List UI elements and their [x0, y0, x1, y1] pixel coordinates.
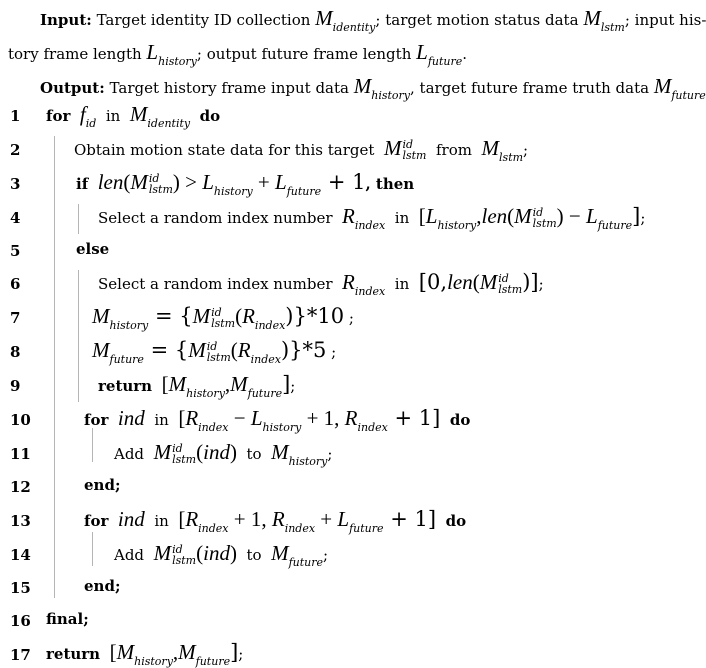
input-line-2: tory frame length $L_{history}$; output future frame length $L_{future}$. [8, 40, 468, 68]
line-number: 14 [10, 546, 31, 564]
code-line-4: Select a random index number $R_{index}$ in [$L_{history},len(M$ id lstm ) − $L_{future}$]; [98, 204, 646, 232]
code-line-9: return $[M_{history},M_{future}]$; [98, 372, 296, 400]
line-number: 16 [10, 612, 31, 630]
inner-for-guide-1 [92, 428, 93, 462]
code-line-17: return $[M_{history},M_{future}]$; [46, 640, 244, 668]
line-number: 8 [10, 343, 21, 361]
else-block-guide [78, 270, 79, 402]
code-line-3: if len(M id lstm ) > $L_{history} + L_{future} + 1$, then [76, 170, 415, 198]
input-label: Input: [40, 11, 92, 29]
line-number: 13 [10, 512, 31, 530]
code-line-5: else [76, 240, 110, 258]
line-number: 5 [10, 242, 21, 260]
if-block-guide [78, 204, 79, 234]
output-label: Output: [40, 79, 105, 97]
code-line-6: Select a random index number $R_{index}$ in [0,len(M id lstm )]; [98, 270, 544, 298]
line-number: 3 [10, 175, 21, 193]
line-number: 7 [10, 309, 21, 327]
line-number: 9 [10, 377, 21, 395]
line-number: 12 [10, 478, 31, 496]
output-line: Output: Target history frame input data $M_{history}$, target future frame truth data $M_{future}$ [40, 74, 706, 102]
line-number: 10 [10, 411, 31, 429]
line-number: 6 [10, 275, 21, 293]
code-line-8: $M_{future} = \{M$ id lstm $(R_{index})\}*5$ ; [92, 338, 337, 366]
code-line-10: for ind in [$R_{index} - L_{history} + 1$, $R_{index} + 1$] do [84, 406, 471, 434]
for-block-guide [54, 136, 55, 598]
line-number: 2 [10, 141, 21, 159]
line-number: 15 [10, 579, 31, 597]
code-line-14: Add M id lstm (ind) to $M_{future}$; [114, 541, 329, 569]
line-number: 11 [10, 445, 31, 463]
code-line-11: Add M id lstm (ind) to $M_{history}$; [114, 440, 333, 468]
code-line-13: for ind in [$R_{index} + 1$, $R_{index} + L_{future} + 1$] do [84, 507, 467, 535]
input-line-1: Input: Target identity ID collection $M_{identity}$; target motion status data $M_{lstm}$; input his- [40, 6, 706, 34]
code-line-7: $M_{history} = \{M$ id lstm $(R_{index})\}*10$ ; [92, 304, 354, 332]
code-line-1: for $f_{id}$ in $M_{identity}$ do [46, 102, 221, 130]
line-number: 1 [10, 107, 21, 125]
line-number: 4 [10, 209, 21, 227]
code-line-12: end; [84, 476, 121, 494]
code-line-2: Obtain motion state data for this target M id lstm from $M_{lstm}$; [74, 136, 529, 164]
inner-for-guide-2 [92, 532, 93, 566]
code-line-15: end; [84, 577, 121, 595]
line-number: 17 [10, 646, 31, 664]
code-line-16: final; [46, 610, 89, 628]
